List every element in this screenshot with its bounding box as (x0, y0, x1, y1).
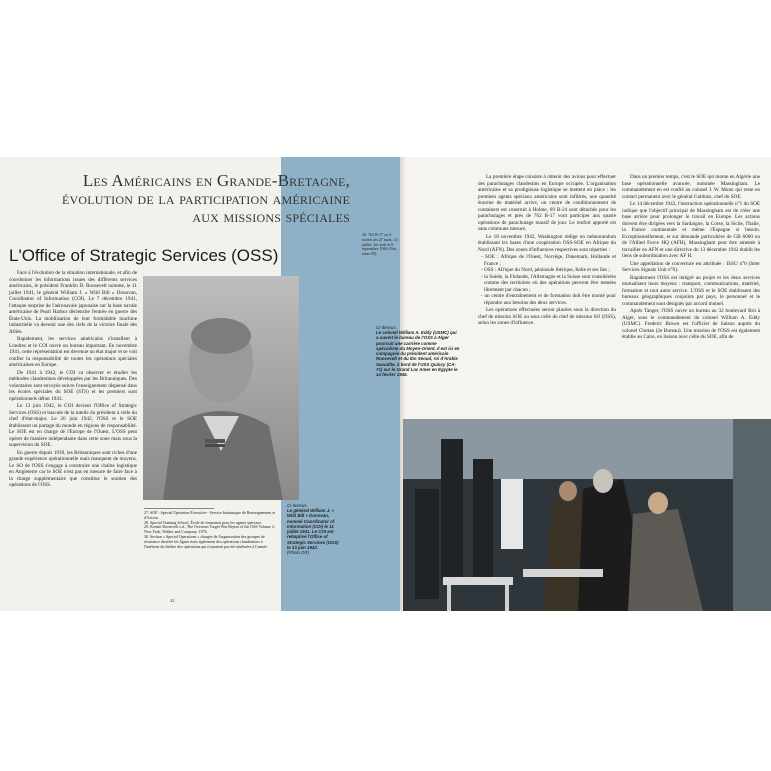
paragraph: Rapidement, les services américains s'installent à Londres et le COI ouvre un bureau important. En novembre 1941, cette représentation est devenue un état major et se voit confier la responsabilité de toutes les opérations spéciales américaines en Europe. (9, 336, 137, 368)
page-number: 42 (170, 598, 175, 603)
uss-quincy-meeting-photo (403, 419, 771, 611)
footnote: 27. SOE : Special Operation Executive - Service britannique de Renseignement et d'Action. (144, 510, 276, 520)
page-title (20, 172, 350, 226)
footnote: 28. Special Training School, École de formation pour les agents spéciaux. (144, 519, 263, 525)
paragraph: Face à l'évolution de la situation internationale, et afin de coordonner les informations issues des différents services américains, le président Franklin D. Roosevelt nomme, le 11 juillet 1941, le général William J. « Wild Bill » Donovan, Coordinator of Information (COI). Le 7 décembre 1941, l'attaque surprise de l'aéronavale japonaise sur la base navale américaine de Pearl Harbor déclenche l'entrée en guerre des États-Unis. La mobilisation de leur formidable machine industrielle va devenir une des clefs de la victoire finale des Alliés. (9, 270, 137, 335)
paragraph: Dans un premier temps, c'est le SOE qui monte en Algérie une base opérationnelle avancée, nommée Massingham. Le commandement en est confié au colonel J. W. Munn qui reste en contact permanent avec le général Gubbins, chef du SOE. (622, 174, 760, 200)
list-item: - un centre d'entraînement et de formation doit être monté pour répondre aux besoins des deux services. (481, 293, 616, 306)
paragraph: Le 18 novembre 1942, Washington rédige un mémorandum établissant les bases d'une coopération OSS-SOE en Afrique du Nord (AFN). Des zones d'influences respectives sont réparties : (478, 233, 616, 253)
caption-label: Ci-dessus. (287, 503, 308, 508)
caption-eddy (376, 325, 460, 378)
center-column (478, 174, 616, 328)
paragraph: Rapidement l'OSS est intégré au projet et les deux services mutualisent leurs moyens : transport, communications, matériel, formation et tout autre service. L'OSS et le SOE établissent des bureaux géographiques conjoints par pays, le personnel et le commandement sont désignés par accord mutuel. (622, 274, 760, 307)
caption-text: Le général William J. « Wild Bill » Donovan, nommé Coordinator of Information (COI) le 11 juillet 1941. Le COI est rebaptisé l'Office of Strategic Services (OSS) le 13 juin 1942. (287, 508, 339, 551)
portrait-illustration (143, 276, 299, 500)
footnote-rule (144, 508, 214, 509)
paragraph: Le 14 décembre 1942, l'instruction opérationnelle n°1 du SOE indique que l'objectif principal de Massingham est de créer une base arrière pour prolonger le travail en Europe. Les actions doivent être dirigées vers la Sardaigne, la Corse, la Sicile, l'Italie, la France continentale et même l'Espagne si besoin. Exceptionnellement, et sur demande particulière de GB 6000 ou de l'Allied Force HQ (AFH), Massingham peut être amenée à travailler en AFN et une directive du 13 décembre 1942 établit les liens de subordination avec AF H. (622, 201, 760, 259)
paragraph: La première étape consiste à obtenir des avions pour effectuer des parachutages clandestins en Europe occupée. L'organisation américaine et sa prodigieuse logistique se mettent en place : les premiers agents spéciaux américains sont infiltrés, une quantité énorme de matériel arrive, un centre de conditionnement de containers est construit à Holme, 69 B-24 sont détachés pour les parachutages et près de 762 B-17 vont participer aux quatre opérations de parachutage massif de jour. Le renfort apporté est sans commune mesure. (478, 174, 616, 232)
caption-donovan (287, 503, 343, 555)
caption-credit: (Photo DR) (287, 550, 309, 556)
paragraph: Les opérations effectuées seront placées sous la direction du chef de mission SOE ou sous celle du chef de mission SO (OSS), selon les zones d'influence. (478, 307, 616, 326)
paragraph: Après Tanger, l'OSS ouvre un bureau au 32 boulevard Brú à Alger, sous le commandement du colonel William A. Eddy (USMC). Frederic Brown est l'officier de liaison auprès du colonel Clottan (2e Bureau). Une mission de l'OSS est également établie au Caire, en liaison avec celle du SOE, afin de (622, 308, 760, 340)
list-item: - la Suède, la Finlande, l'Allemagne et la Suisse sont considérées comme des territoires où des opérations peuvent être menées librement par chacun ; (481, 273, 616, 293)
section-title: L'Office of Strategic Services (OSS) (9, 246, 279, 265)
meeting-illustration (403, 419, 771, 611)
title-line-1: Les Américains en Grande-Bretagne, (82, 171, 350, 190)
paragraph: En guerre depuis 1939, les Britanniques sont riches d'une grande expérience opérationnelle mais manquent de moyens. Le SO de l'OSS s'engage à construire une chaîne logistique en Angleterre car le SOE n'est pas en mesure de faire face à la charge supplémentaire que constitue le soutien des opérations de l'OSS. (9, 449, 137, 488)
footnote: 29. Kermit Roosevelt s.d., The Overseas Target War Report of the OSS Volume 2, New York, Walker and Company, 1976. (144, 524, 275, 535)
list-item: - OSS : Afrique du Nord, péninsule ibérique, Italie et ses îles ; (481, 267, 610, 273)
footnote: 30. Section « Special Operations » chargée de l'organisation des groupes de résistance derrière les lignes mais également des opérations clandestines à l'intérieur du théâtre des opérations qui n'auraient pas été attribuées à l'armée. (144, 533, 268, 549)
caption-b17-note: 26. 762 B-17 ou 4 sorties les 27 mars, 14 juillet, 1er août et 9 septembre 1944 (Voir tome III). (362, 232, 398, 257)
zones-list (478, 254, 616, 306)
list-item: - SOE : Afrique de l'Ouest, Norvège, Danemark, Hollande et France ; (481, 254, 616, 267)
title-line-2: évolution de la participation américaine (61, 189, 350, 208)
donovan-portrait-photo (143, 276, 299, 500)
left-column (9, 270, 137, 490)
footnotes (144, 511, 276, 549)
paragraph: Le 13 juin 1942, le COI devient l'Office of Strategic Services (OSS) et bascule de la tutelle du président à celle du chef d'état-major. Le 26 juin 1942, l'OSS et le SOE établissent un partage du monde en régions de responsabilité. Le SOE est en charge de l'Europe de l'Ouest. L'OSS peut opérer de manière indépendante dans cette zone mais sous la supervision du SOE. (9, 403, 137, 448)
title-line-3: aux missions spéciales (192, 207, 350, 226)
caption-text: Le colonel William A. Eddy (USMC) qui a ouvert le bureau de l'OSS à Alger poursuit une carrière comme spécialiste du Moyen-Orient. Il est ici en compagnie du président américain Roosevelt et du Ibn Séoud, roi d'Arabie Saoudite, à bord de l'USS Quincy (CA-71) sur le Grand Lac Amer en Égypte le 14 février 1945. (376, 330, 460, 378)
paragraph: De 1941 à 1942, le COI va observer et étudier les méthodes clandestines développées par les Britanniques. Des volontaires sont envoyés suivre l'enseignement dispensé dans les écoles spéciales du SOE (STS) et les premiers sont opérationnels début 1943. (9, 369, 137, 402)
paragraph: Une appellation de couverture est attribuée : ISSU n°6 (Inter Services Signals Unit n°6). (622, 260, 760, 273)
caption-label: Ci-dessus. (376, 325, 397, 330)
right-column (622, 174, 760, 342)
